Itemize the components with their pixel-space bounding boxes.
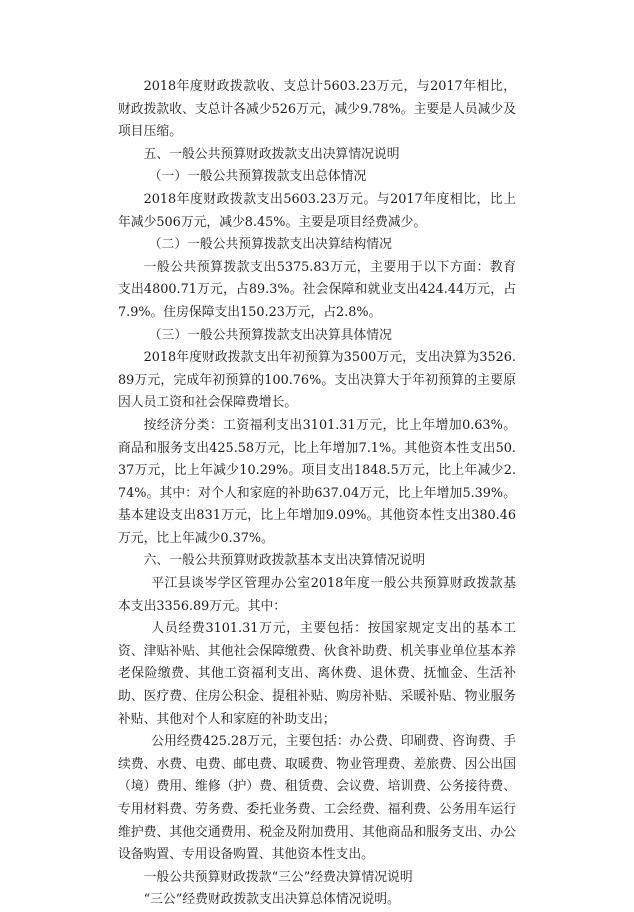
paragraph-expenditure-overall: 2018年度财政拨款支出5603.23万元。与2017年度相比，比上年减少506万元，减少8.45%。主要是项目经费减少。 — [118, 191, 516, 230]
paragraph-budget-vs-actual: 2018年度财政拨款支出年初预算为3500万元，支出决算为3526.89万元，完成年初预算的100.76%。支出决算大于年初预算的主要原因人员工资和社会保障费增长。 — [118, 350, 516, 411]
subsection-5-3-heading: （三）一般公共预算拨款支出决算具体情况 — [148, 327, 392, 343]
section-6-heading: 六、一般公共预算财政拨款基本支出决算情况说明 — [143, 553, 426, 569]
paragraph-economic-classification: 按经济分类：工资福利支出3101.31万元，比上年增加0.63%。商品和服务支出425.58万元，比上年增加7.1%。其他资本性支出50.37万元，比上年减少10.29%。项目支出1848.5万元，比上年减少2.74%。其中：对个人和家庭的补助637.04万元，比上年增加5.39%。基本建设支出831万元，比上年增加9.09%。其他资本性支出380.46万元，比上年减少0.37%。 — [118, 417, 516, 546]
paragraph-basic-expenditure: 平江县谈岑学区管理办公室2018年度一般公共预算财政拨款基本支出3356.89万元。其中： — [118, 576, 516, 614]
three-public-heading: 一般公共预算财政拨款“三公”经费决算情况说明 — [143, 869, 413, 885]
subsection-5-1-heading: （一）一般公共预算拨款支出总体情况 — [148, 169, 367, 185]
paragraph-public-expenses: 公用经费425.28万元，主要包括：办公费、印刷费、咨询费、手续费、水费、电费、邮电费、取暖费、物业管理费、差旅费、因公出国（境）费用、维修（护）费、租赁费、会议费、培训费、公务接待费、专用材料费、劳务费、委托业务费、工会经费、福利费、公务用车运行维护费、其他交通费用、税金及附加费用、其他商品和服务支出、办公设备购置、专用设备购置、其他资本性支出。 — [118, 734, 516, 863]
paragraph-expenditure-structure: 一般公共预算拨款支出5375.83万元，主要用于以下方面：教育支出4800.71万元，占89.3%。社会保障和就业支出424.44万元，占7.9%。住房保障支出150.23万元，占2.8%。 — [118, 259, 516, 320]
paragraph-personnel-expenses: 人员经费3101.31万元，主要包括：按国家规定支出的基本工资、津贴补贴、其他社会保障缴费、伙食补助费、机关事业单位基本养老保险缴费、其他工资福利支出、离休费、退休费、抚恤金、生活补助、医疗费、住房公积金、提租补贴、购房补贴、采暖补贴、物业服务补贴、其他对个人和家庭的补助支出； — [118, 621, 516, 727]
three-public-overview: “三公”经费财政拨款支出决算总体情况说明。 — [143, 892, 400, 908]
subsection-5-2-heading: （二）一般公共预算拨款支出决算结构情况 — [148, 237, 392, 253]
section-5-heading: 五、一般公共预算财政拨款支出决算情况说明 — [143, 146, 400, 162]
paragraph-total-summary: 2018年度财政拨款收、支总计5603.23万元，与2017年相比，财政拨款收、支总计各减少526万元，减少9.78%。主要是人员减少及项目压缩。 — [118, 79, 516, 140]
